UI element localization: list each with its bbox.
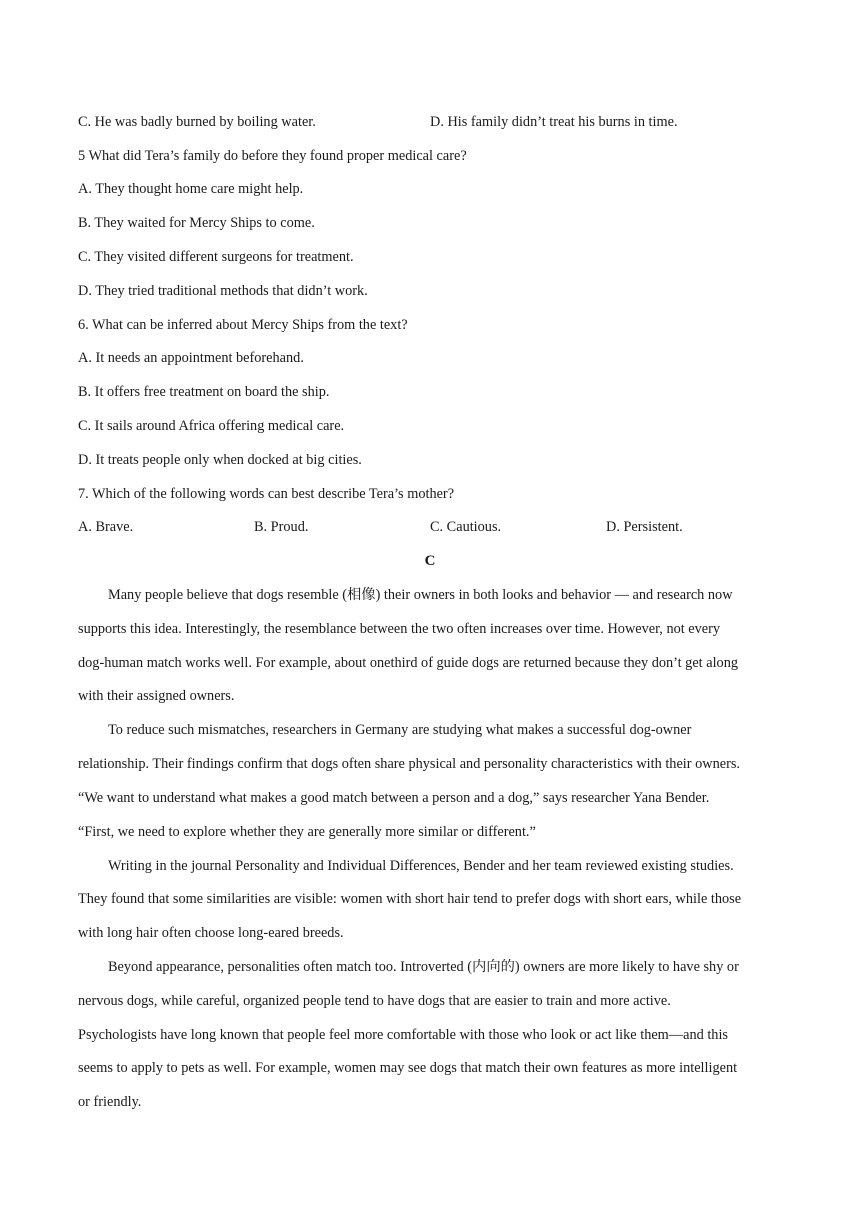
q7-option-a: A. Brave. — [78, 519, 134, 535]
q6-option-b: B. It offers free treatment on board the ship. — [78, 384, 330, 400]
passage-line: Many people believe that dogs resemble (相像) their owners in both looks and behavior — and research now — [108, 587, 733, 603]
q4-option-c: C. He was badly burned by boiling water. — [78, 114, 316, 130]
q5-option-d: D. They tried traditional methods that didn’t work. — [78, 283, 368, 299]
q6-option-a: A. It needs an appointment beforehand. — [78, 350, 304, 366]
passage-line: with their assigned owners. — [78, 688, 235, 704]
q7-option-b: B. Proud. — [254, 519, 309, 535]
passage-line: or friendly. — [78, 1094, 142, 1110]
q6-option-d: D. It treats people only when docked at big cities. — [78, 452, 362, 468]
passage-line: relationship. Their findings confirm that dogs often share physical and personality characteristics with their owners. — [78, 756, 740, 772]
passage-line: nervous dogs, while careful, organized people tend to have dogs that are easier to train and more active. — [78, 993, 671, 1009]
passage-line: supports this idea. Interestingly, the resemblance between the two often increases over time. However, not every — [78, 621, 721, 637]
passage-line: Writing in the journal Personality and Individual Differences, Bender and her team reviewed existing studies. — [108, 858, 734, 874]
q6-question: 6. What can be inferred about Mercy Ships from the text? — [78, 317, 408, 333]
passage-line: Beyond appearance, personalities often match too. Introverted (内向的) owners are more likely to have shy or — [108, 959, 739, 975]
q4-option-d: D. His family didn’t treat his burns in time. — [430, 114, 678, 130]
passage-line: with long hair often choose long-eared breeds. — [78, 925, 344, 941]
section-heading: C — [424, 553, 436, 569]
passage-line: They found that some similarities are visible: women with short hair tend to prefer dogs with short ears, while those — [78, 891, 742, 907]
passage-line: “First, we need to explore whether they are generally more similar or different.” — [78, 824, 536, 840]
passage-line: seems to apply to pets as well. For example, women may see dogs that match their own features as more intelligent — [78, 1060, 738, 1076]
q6-option-c: C. It sails around Africa offering medical care. — [78, 418, 345, 434]
passage-line: “We want to understand what makes a good match between a person and a dog,” says researcher Yana Bender. — [78, 790, 710, 806]
passage-line: dog-human match works well. For example, about onethird of guide dogs are returned because they don’t get along — [78, 655, 738, 671]
q5-question: 5 What did Tera’s family do before they found proper medical care? — [78, 148, 467, 164]
passage-line: To reduce such mismatches, researchers in Germany are studying what makes a successful dog-owner — [108, 722, 692, 738]
q7-option-d: D. Persistent. — [606, 519, 683, 535]
q7-option-c: C. Cautious. — [430, 519, 502, 535]
q5-option-b: B. They waited for Mercy Ships to come. — [78, 215, 315, 231]
passage-line: Psychologists have long known that people feel more comfortable with those who look or act like them—and this — [78, 1027, 728, 1043]
q5-option-a: A. They thought home care might help. — [78, 181, 304, 197]
q5-option-c: C. They visited different surgeons for treatment. — [78, 249, 354, 265]
q7-question: 7. Which of the following words can best describe Tera’s mother? — [78, 486, 455, 502]
